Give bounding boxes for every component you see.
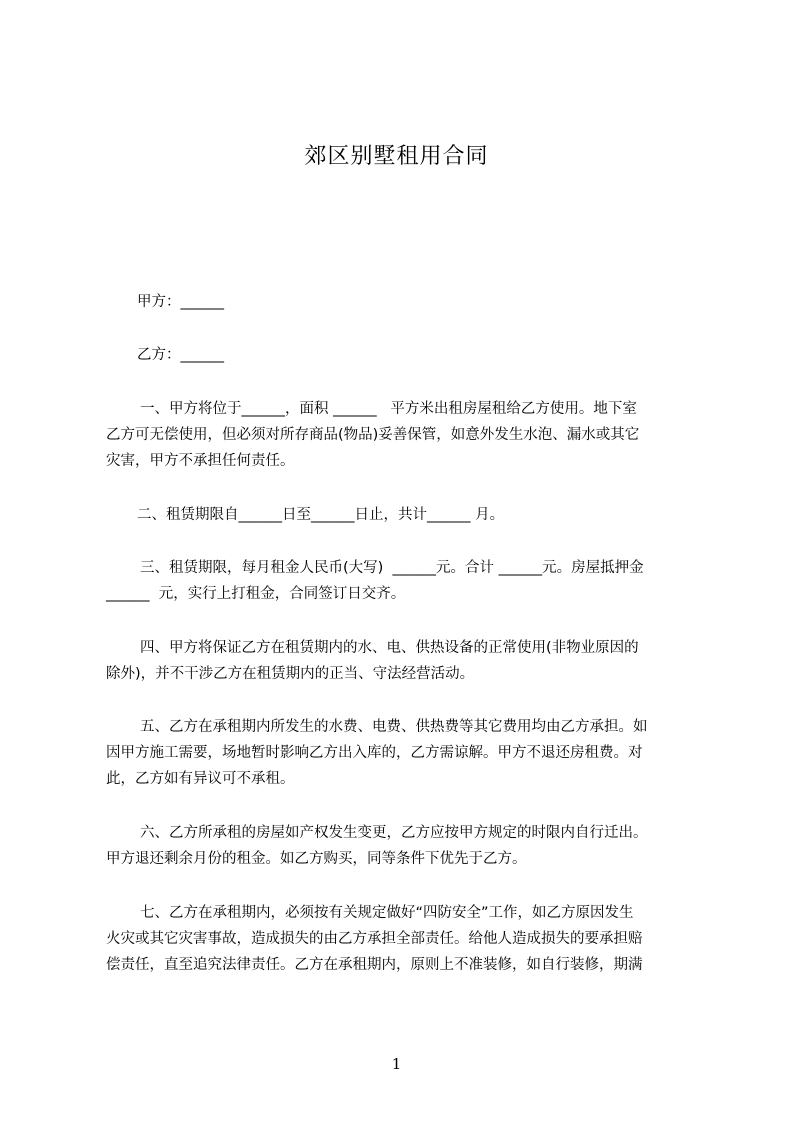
page-number: 1 <box>391 1055 402 1073</box>
party-b-line: 乙方：______ <box>137 347 224 363</box>
clause-7-line-1: 七、乙方在承租期内，必须按有关规定做好“四防安全”工作，如乙方原因发生 <box>140 905 634 921</box>
clause-5-line-1: 五、乙方在承租期内所发生的水费、电费、供热费等其它费用均由乙方承担。如 <box>140 719 648 735</box>
clause-5-line-2: 因甲方施工需要，场地暂时影响乙方出入库的，乙方需谅解。甲方不退还房租费。对 <box>106 745 643 761</box>
clause-1-line-2: 乙方可无偿使用，但必须对所存商品(物品)妥善保管，如意外发生水泡、漏水或其它 <box>106 427 640 443</box>
clause-6-line-2: 甲方退还剩余月份的租金。如乙方购买，同等条件下优先于乙方。 <box>106 851 527 867</box>
clause-2-line-1: 二、租赁期限自______日至______日止，共计______ 月。 <box>137 507 505 523</box>
clause-3-line-2: ______ 元，实行上打租金，合同签订日交齐。 <box>106 586 406 602</box>
party-a-line: 甲方：______ <box>137 294 224 310</box>
contract-title: 郊区别墅租用合同 <box>304 144 489 169</box>
clause-7-line-3: 偿责任，直至追究法律责任。乙方在承租期内，原则上不准装修，如自行装修，期满 <box>106 957 643 973</box>
clause-1-line-3: 灾害，甲方不承担任何责任。 <box>106 453 295 469</box>
clause-4-line-2: 除外)，并不干涉乙方在租赁期内的正当、守法经营活动。 <box>106 666 475 682</box>
clause-6-line-1: 六、乙方所承租的房屋如产权发生变更，乙方应按甲方规定的时限内自行迁出。 <box>140 825 648 841</box>
clause-7-line-2: 火灾或其它灾害事故，造成损失的由乙方承担全部责任。给他人造成损失的要承担赔 <box>106 931 643 947</box>
clause-5-line-3: 此，乙方如有异议可不承租。 <box>106 771 295 787</box>
clause-1-line-1: 一、甲方将位于______，面积 ______ 平方米出租房屋租给乙方使用。地下室 <box>140 401 637 417</box>
clause-4-line-1: 四、甲方将保证乙方在租赁期内的水、电、供热设备的正常使用(非物业原因的 <box>140 640 639 656</box>
clause-3-line-1: 三、租赁期限，每月租金人民币(大写) ______元。合计 ______元。房屋抵押金 <box>140 560 644 576</box>
